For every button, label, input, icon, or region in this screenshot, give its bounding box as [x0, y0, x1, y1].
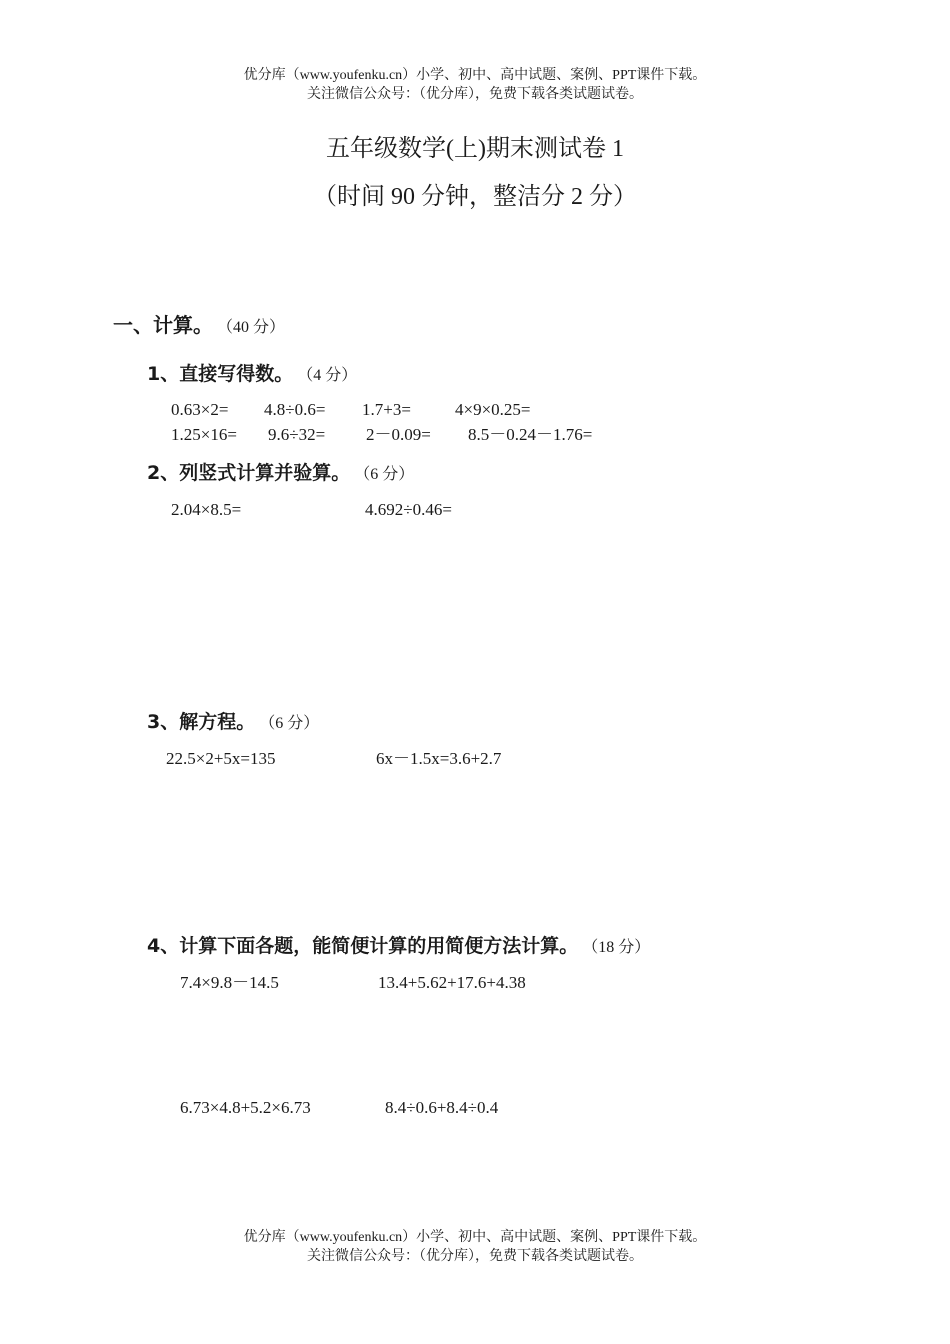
section-1-title: 一、计算。 [113, 313, 213, 337]
page-subtitle: （时间 90 分钟，整洁分 2 分） [313, 184, 637, 210]
q1-item: 1.7+3= [362, 400, 411, 419]
q1-item: 1.25×16= [171, 425, 237, 444]
footer-line-1: 优分库（www.youfenku.cn）小学、初中、高中试题、案例、PPT课件下载。 [243, 1230, 707, 1245]
question-3-points: （6 分） [267, 715, 320, 732]
q4-item: 6.73×4.8+5.2×6.73 [180, 1098, 311, 1117]
question-2-points: （6 分） [362, 466, 415, 483]
header-line-1: 优分库（www.youfenku.cn）小学、初中、高中试题、案例、PPT课件下载。 [243, 68, 707, 83]
question-3-title: 3、解方程。 [147, 711, 256, 733]
question-1-points: （4 分） [305, 367, 358, 384]
q1-item: 8.5－0.24－1.76= [468, 425, 593, 444]
q2-item: 2.04×8.5= [171, 500, 242, 519]
question-1-title: 1、直接写得数。 [147, 363, 294, 385]
q1-item: 0.63×2= [171, 400, 229, 419]
question-2-heading [147, 460, 414, 488]
question-1-heading [147, 361, 357, 389]
q1-item: 2－0.09= [366, 425, 431, 444]
footer-line-2: 关注微信公众号：（优分库），免费下载各类试题试卷。 [307, 1249, 643, 1264]
q1-item: 9.6÷32= [268, 425, 326, 444]
question-4-title: 4、计算下面各题，能简便计算的用简便方法计算。 [147, 935, 579, 957]
q2-item: 4.692÷0.46= [365, 500, 452, 519]
section-1-heading [113, 311, 285, 342]
q4-item: 8.4÷0.6+8.4÷0.4 [385, 1098, 499, 1117]
section-1-points: （40 分） [225, 319, 286, 336]
q3-item: 22.5×2+5x=135 [166, 749, 276, 768]
q1-item: 4×9×0.25= [455, 400, 531, 419]
q4-item: 7.4×9.8－14.5 [180, 973, 279, 992]
question-4-heading [147, 933, 650, 961]
header-line-2: 关注微信公众号：（优分库），免费下载各类试题试卷。 [307, 87, 643, 102]
page-title: 五年级数学(上)期末测试卷 1 [326, 136, 624, 162]
q3-item: 6x－1.5x=3.6+2.7 [376, 749, 502, 768]
question-4-points: （18 分） [590, 939, 651, 956]
q4-item: 13.4+5.62+17.6+4.38 [378, 973, 526, 992]
q1-item: 4.8÷0.6= [264, 400, 326, 419]
question-2-title: 2、列竖式计算并验算。 [147, 462, 351, 484]
question-3-heading [147, 709, 319, 737]
